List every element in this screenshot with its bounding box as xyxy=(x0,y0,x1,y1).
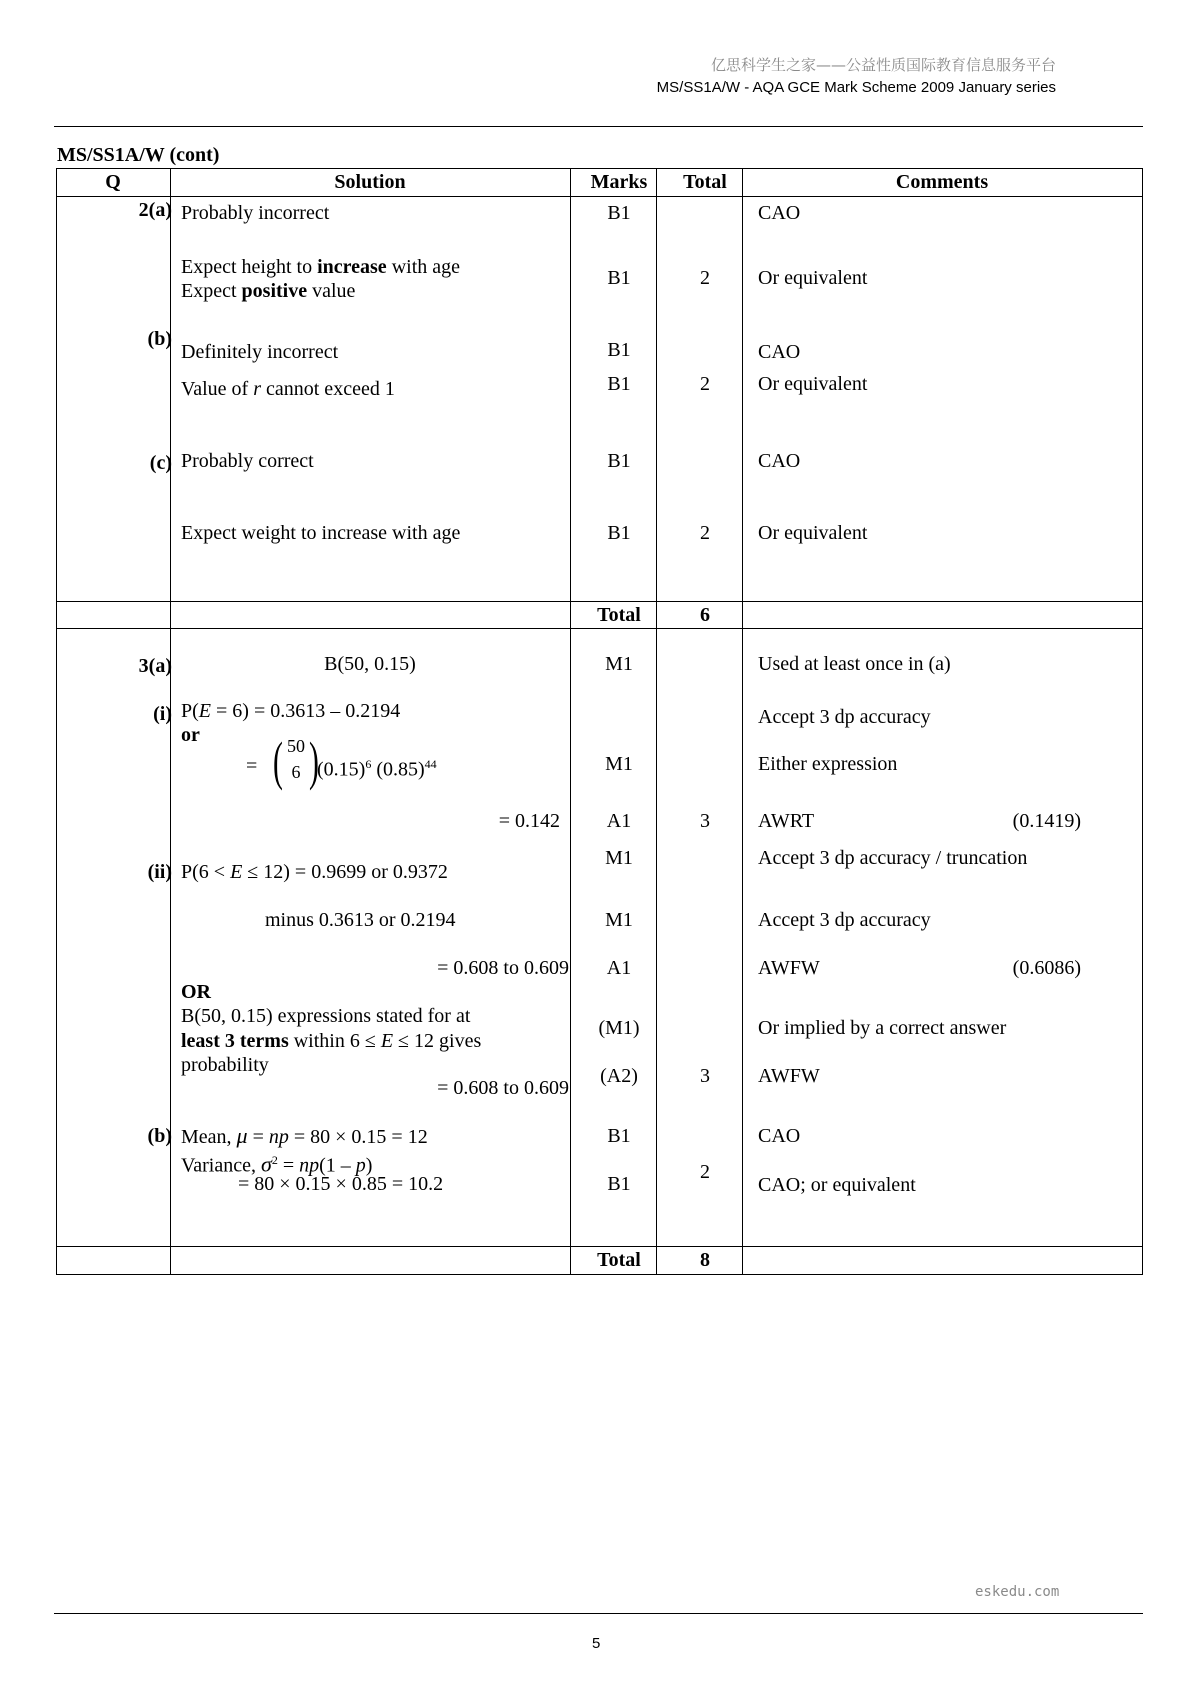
q2b-mark2: B1 xyxy=(607,373,631,395)
q3aii-mark3: A1 xyxy=(606,957,632,979)
binomial-left-paren: ( xyxy=(273,731,283,791)
q3a-model-comment: Used at least once in (a) xyxy=(758,653,951,675)
q3aii-or: OR xyxy=(181,981,211,1003)
q3ai-comment2: Either expression xyxy=(758,753,898,775)
q3-total-value: 8 xyxy=(700,1249,710,1271)
q2a-mark1: B1 xyxy=(607,202,631,224)
q3aii-label: (ii) xyxy=(147,861,172,883)
q3ai-label: (i) xyxy=(153,703,172,725)
q3ai-total: 3 xyxy=(700,810,710,832)
q2c-label: (c) xyxy=(149,452,172,474)
q3-body-bottom xyxy=(56,1246,1143,1247)
q2b-solution-line1: Definitely incorrect xyxy=(181,341,339,363)
q2b-comment2: Or equivalent xyxy=(758,373,868,395)
q3b-variance-line: Variance, $\sigma^2 = np(1 - p)$ xyxy=(181,1151,373,1177)
table-border-top xyxy=(56,168,1143,169)
q3ai-comment1: Accept 3 dp accuracy xyxy=(758,706,931,728)
q2b-label: (b) xyxy=(147,328,172,350)
q2a-label: 2(a) xyxy=(138,199,172,221)
q2b-solution-line2: Value of r cannot exceed 1 xyxy=(181,378,395,400)
binomial-bottom: 6 xyxy=(291,762,301,782)
q2-total-value: 6 xyxy=(700,604,710,626)
q2c-comment1: CAO xyxy=(758,450,801,472)
q2a-comment2: Or equivalent xyxy=(758,267,868,289)
q2c-mark2: B1 xyxy=(607,522,631,544)
q3ai-mark2: A1 xyxy=(606,810,632,832)
column-header-marks: Marks xyxy=(590,171,648,193)
q3aii-alt-line1: B(50, 0.15) expressions stated for at xyxy=(181,1005,471,1027)
column-header-comments: Comments xyxy=(895,171,989,193)
q2b-mark1: B1 xyxy=(607,339,631,361)
column-header-total: Total xyxy=(683,171,727,193)
q2-total-label: Total xyxy=(597,604,641,626)
q3b-label: (b) xyxy=(147,1125,172,1147)
q3aii-alt-line3: probability xyxy=(181,1054,269,1076)
q3ai-power-expression: $(0.15)^6$ $(0.85)^{44}$ xyxy=(317,757,437,781)
table-border-bottom xyxy=(56,1274,1143,1275)
q3aii-result: = 0.608 to 0.609 xyxy=(437,957,569,979)
table-border-right xyxy=(1142,168,1143,1275)
q3aii-probability-line: P(6 < E ≤ 12) = 0.9699 or 0.9372 xyxy=(181,861,448,883)
table-divider-total xyxy=(742,168,743,1275)
column-header-q: Q xyxy=(105,171,121,193)
q3b-mark1: B1 xyxy=(607,1125,631,1147)
q2c-comment2: Or equivalent xyxy=(758,522,868,544)
q2b-total: 2 xyxy=(700,373,710,395)
q2b-comment1: CAO xyxy=(758,341,801,363)
q3b-mark2: B1 xyxy=(607,1173,631,1195)
table-border-left xyxy=(56,168,57,1275)
q3aii-total: 3 xyxy=(700,1065,710,1087)
continuation-label: MS/SS1A/W (cont) xyxy=(57,144,220,166)
footer-site: eskedu.com xyxy=(975,1584,1060,1600)
q3aii-mark5: (A2) xyxy=(600,1065,638,1087)
q3b-mean-line: Mean, μ = np = 80 × 0.15 = 12 xyxy=(181,1123,428,1148)
q3a-label: 3(a) xyxy=(138,655,172,677)
q3ai-mark1: M1 xyxy=(605,753,633,775)
table-divider-solution xyxy=(570,168,571,1275)
q2a-solution-line2: Expect height to increase with age xyxy=(181,256,460,278)
q3a-model-mark: M1 xyxy=(605,653,633,675)
q3aii-comment2: Accept 3 dp accuracy xyxy=(758,909,931,931)
q3aii-alt-line2: least 3 terms within 6 ≤ E ≤ 12 gives xyxy=(181,1030,482,1052)
q2-total-bottom xyxy=(56,628,1143,629)
header-row-bottom xyxy=(56,196,1143,197)
q3b-comment1: CAO xyxy=(758,1125,801,1147)
page-number: 5 xyxy=(592,1635,601,1652)
q2a-solution-line1: Probably incorrect xyxy=(181,202,330,224)
q3aii-minus-line: minus 0.3613 or 0.2194 xyxy=(265,909,456,931)
q2c-total: 2 xyxy=(700,522,710,544)
column-header-solution: Solution xyxy=(334,171,406,193)
header-rule xyxy=(54,126,1143,127)
q3b-total: 2 xyxy=(700,1161,710,1183)
q3aii-comment3: AWFW xyxy=(758,957,820,979)
footer-rule xyxy=(54,1613,1143,1614)
q3aii-comment1: Accept 3 dp accuracy / truncation xyxy=(758,847,1028,869)
q3a-model: B(50, 0.15) xyxy=(324,653,416,675)
q3ai-or: or xyxy=(181,724,200,746)
header-title: MS/SS1A/W - AQA GCE Mark Scheme 2009 January series xyxy=(656,79,1056,96)
q2c-solution-line1: Probably correct xyxy=(181,450,314,472)
q2a-solution-line3: Expect positive value xyxy=(181,280,356,302)
q3-total-label: Total xyxy=(597,1249,641,1271)
mark-scheme-table xyxy=(56,168,1143,1275)
q2a-total: 2 xyxy=(700,267,710,289)
q3ai-probability-line: P(E = 6) = 0.3613 – 0.2194 xyxy=(181,700,401,722)
q3aii-alt-result: = 0.608 to 0.609 xyxy=(437,1077,569,1099)
q2a-mark2: B1 xyxy=(607,267,631,289)
q3aii-mark4: (M1) xyxy=(598,1017,640,1039)
q3ai-result: = 0.142 xyxy=(498,810,560,832)
q3aii-mark2: M1 xyxy=(605,909,633,931)
q2a-comment1: CAO xyxy=(758,202,801,224)
q2c-solution-line2: Expect weight to increase with age xyxy=(181,522,461,544)
q3aii-comment4: Or implied by a correct answer xyxy=(758,1017,1007,1039)
binomial-right-paren: ) xyxy=(309,731,319,791)
q2c-mark1: B1 xyxy=(607,450,631,472)
q3aii-comment5: AWFW xyxy=(758,1065,820,1087)
q3b-comment2: CAO; or equivalent xyxy=(758,1174,916,1196)
q3ai-comment3-value: (0.1419) xyxy=(1012,810,1081,832)
q3ai-comment3: AWRT xyxy=(758,810,815,832)
table-divider-marks xyxy=(656,168,657,1275)
q3b-variance-result: = 80 × 0.15 × 0.85 = 10.2 xyxy=(238,1173,444,1195)
q3ai-equals: = xyxy=(246,755,258,777)
binomial-top: 50 xyxy=(287,736,305,756)
q2-body-bottom xyxy=(56,601,1143,602)
q3aii-comment3-value: (0.6086) xyxy=(1012,957,1081,979)
q3aii-mark1: M1 xyxy=(605,847,633,869)
header-chinese-line: 亿思科学生之家——公益性质国际教育信息服务平台 xyxy=(710,56,1056,74)
